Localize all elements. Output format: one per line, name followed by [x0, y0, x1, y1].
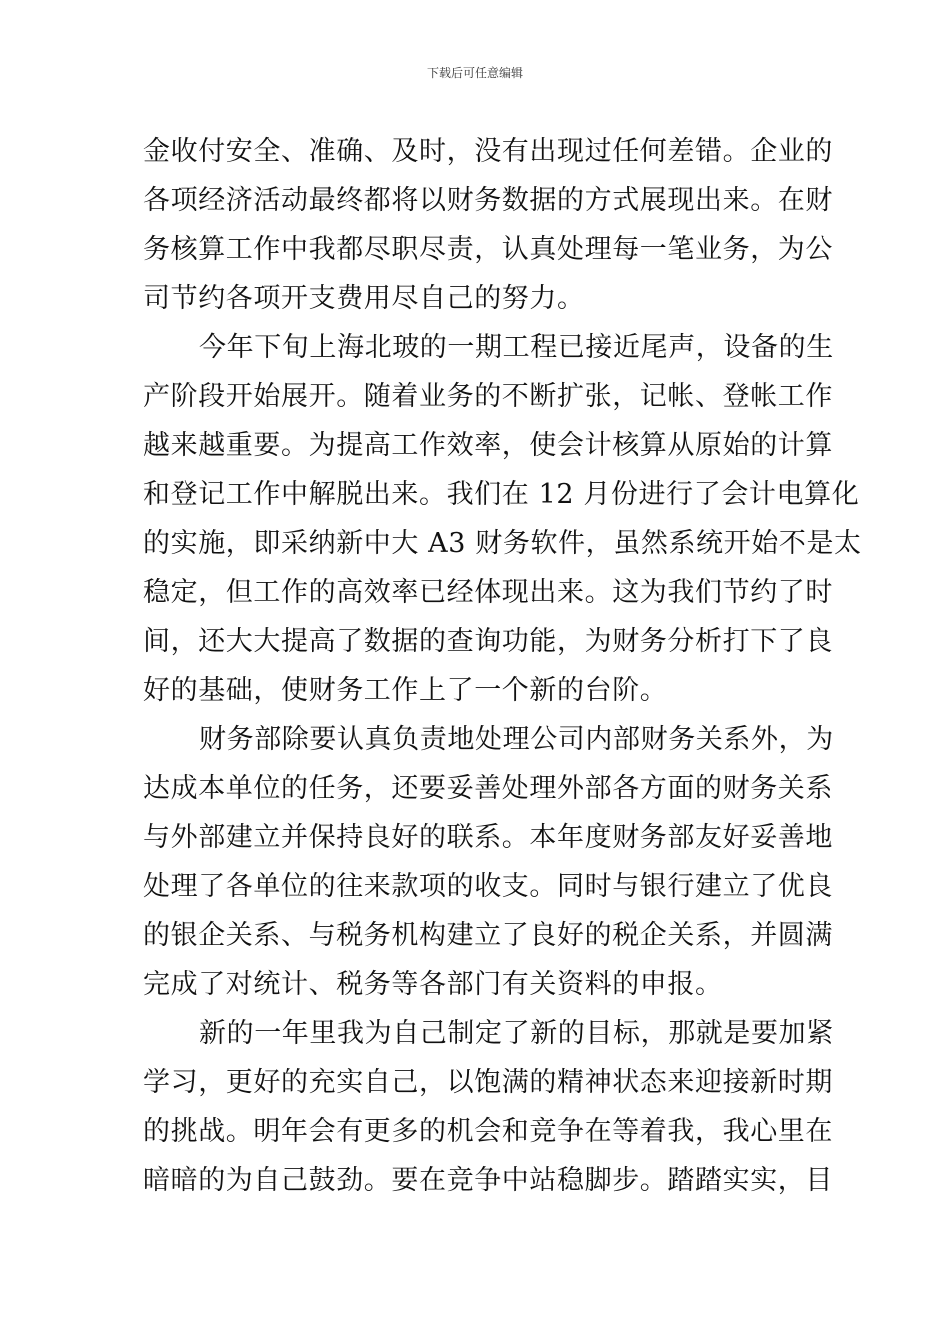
text-line: 财务部除要认真负责地处理公司内部财务关系外，为 — [199, 724, 834, 755]
text-line: 和登记工作中解脱出来。我们在 12 月份进行了会计电算化 — [143, 479, 860, 510]
document-body — [143, 127, 862, 1205]
text-line: 金收付安全、准确、及时，没有出现过任何差错。企业的 — [143, 136, 833, 167]
text-line: 新的一年里我为自己制定了新的目标，那就是要加紧 — [199, 1018, 834, 1049]
text-line: 的银企关系、与税务机构建立了良好的税企关系，并圆满 — [143, 920, 833, 951]
page-header: 下载后可任意编辑 — [426, 66, 523, 80]
text-line: 与外部建立并保持良好的联系。本年度财务部友好妥善地 — [143, 822, 833, 853]
text-line: 的挑战。明年会有更多的机会和竞争在等着我，我心里在 — [143, 1116, 833, 1147]
text-line: 司节约各项开支费用尽自己的努力。 — [143, 283, 585, 314]
text-line: 各项经济活动最终都将以财务数据的方式展现出来。在财 — [143, 185, 833, 216]
paragraph-2 — [143, 323, 862, 715]
paragraph-1 — [143, 127, 833, 323]
text-line: 务核算工作中我都尽职尽责，认真处理每一笔业务，为公 — [143, 234, 833, 265]
text-line: 越来越重要。为提高工作效率，使会计核算从原始的计算 — [143, 430, 833, 461]
text-line: 学习，更好的充实自己，以饱满的精神状态来迎接新时期 — [143, 1067, 833, 1098]
text-line: 稳定，但工作的高效率已经体现出来。这为我们节约了时 — [143, 577, 833, 608]
text-line: 完成了对统计、税务等各部门有关资料的申报。 — [143, 969, 723, 1000]
paragraph-4 — [143, 1009, 834, 1205]
text-line: 今年下旬上海北玻的一期工程已接近尾声，设备的生 — [199, 332, 834, 363]
paragraph-3 — [143, 715, 834, 1009]
text-line: 达成本单位的任务，还要妥善处理外部各方面的财务关系 — [143, 773, 833, 804]
text-line: 产阶段开始展开。随着业务的不断扩张，记帐、登帐工作 — [143, 381, 833, 412]
text-line: 处理了各单位的往来款项的收支。同时与银行建立了优良 — [143, 871, 833, 902]
text-line: 暗暗的为自己鼓劲。要在竞争中站稳脚步。踏踏实实，目 — [143, 1165, 833, 1196]
text-line: 好的基础，使财务工作上了一个新的台阶。 — [143, 675, 668, 706]
text-line: 间，还大大提高了数据的查询功能，为财务分析打下了良 — [143, 626, 833, 657]
text-line: 的实施，即采纳新中大 A3 财务软件，虽然系统开始不是太 — [143, 528, 862, 559]
